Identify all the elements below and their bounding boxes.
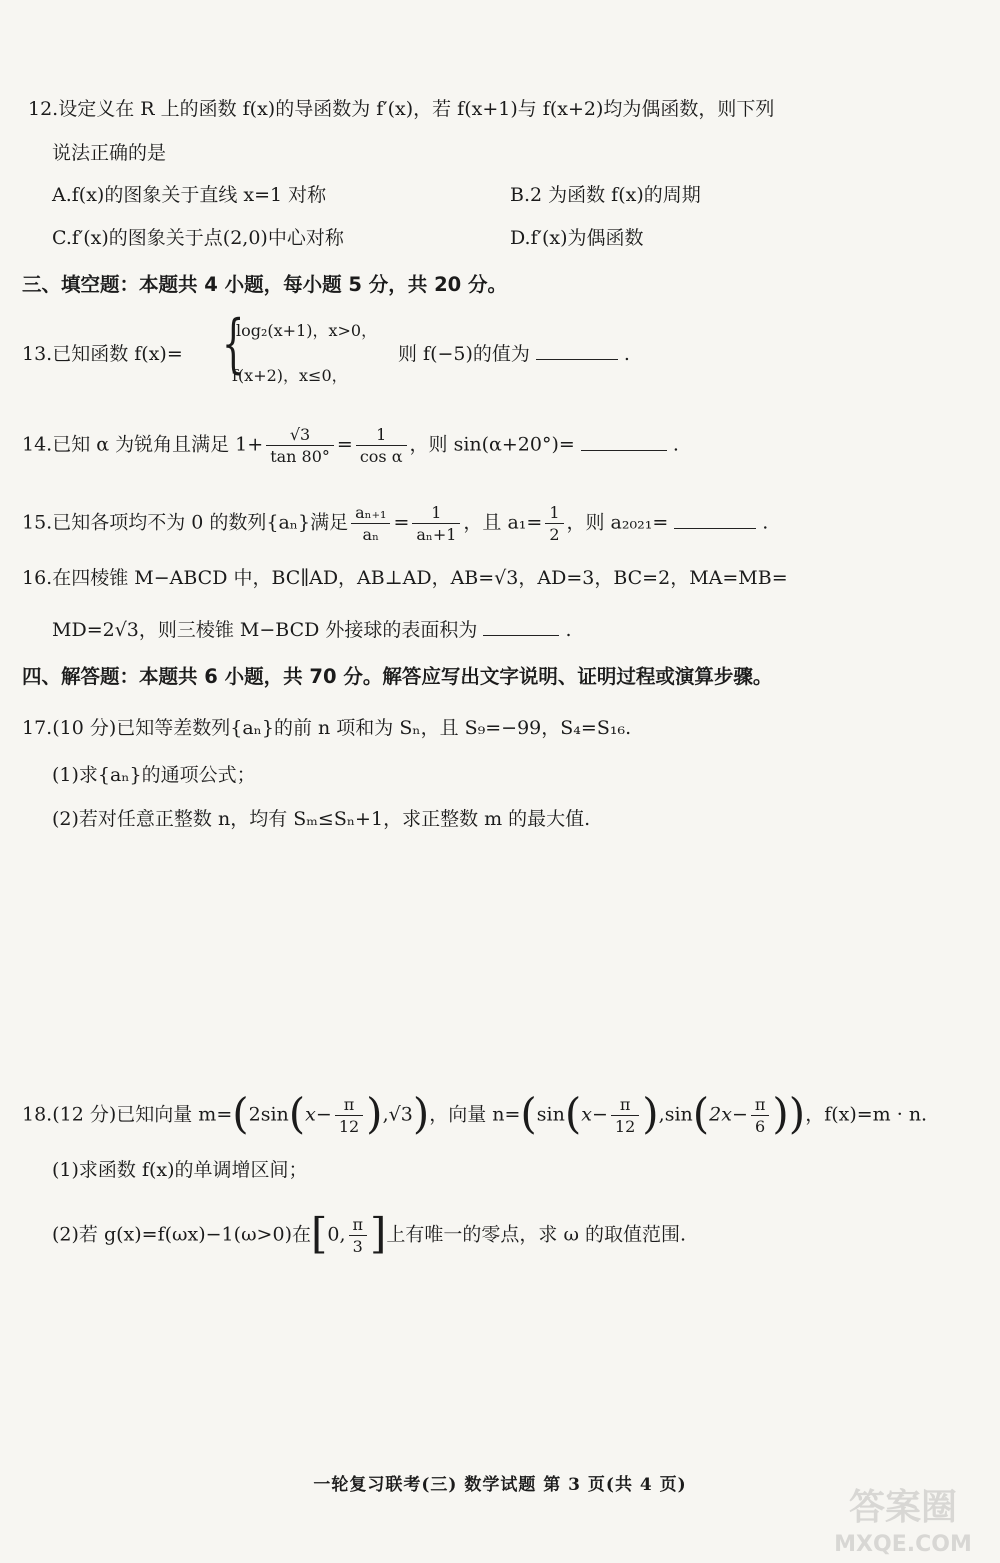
q18-paren-close: ) (642, 1088, 659, 1138)
q14-fraction-2 (356, 425, 407, 466)
q13-case1: log₂(x+1)，x>0， (236, 321, 378, 340)
q18-m-part-c: ,√3 (382, 1103, 413, 1126)
q15-mid: ，且 a₁= (463, 511, 543, 534)
q18-interval-left: 0, (327, 1223, 346, 1246)
q18-paren-close: ) (366, 1088, 383, 1138)
q14-end: . (672, 433, 679, 456)
q12-option-d: D.f′(x)为偶函数 (510, 227, 644, 249)
q18-pi-over-6 (751, 1095, 770, 1136)
q12-stem-line2: 说法正确的是 (52, 142, 167, 164)
q15-frac2-num: 1 (412, 503, 460, 524)
q13-prefix: 13.已知函数 f(x)= (22, 343, 183, 365)
q18-prefix: 18.(12 分)已知向量 m= (22, 1103, 233, 1126)
q12-option-a: A.f(x)的图象关于直线 x=1 对称 (52, 184, 327, 206)
q15-fraction-3 (545, 503, 563, 544)
q18-paren-open: ( (692, 1088, 710, 1138)
q18-n-part-b: x− (581, 1103, 608, 1126)
q12-option-c: C.f′(x)的图象关于点(2,0)中心对称 (52, 227, 344, 249)
q16-line2-text: MD=2√3，则三棱锥 M−BCD 外接球的表面积为 (52, 619, 478, 641)
q17-stem: 17.(10 分)已知等差数列{aₙ}的前 n 项和为 Sₙ，且 S₉=−99，S₄=S₁₆. (22, 717, 632, 739)
q18-part1: (1)求函数 f(x)的单调增区间； (52, 1159, 308, 1181)
watermark-graphic (818, 1477, 988, 1557)
q18-paren-close: ) (788, 1088, 806, 1138)
q18-paren-close: ) (412, 1088, 430, 1138)
q17-part1: (1)求{aₙ}的通项公式； (52, 764, 256, 786)
q18-pi: π (335, 1095, 363, 1116)
q15-frac3-num: 1 (545, 503, 563, 524)
q18-paren-open: ( (564, 1088, 582, 1138)
q18-denominator-6: 6 (755, 1117, 766, 1136)
q14-line (22, 425, 679, 466)
q16-answer-blank[interactable] (483, 634, 559, 636)
q13-brace: { (222, 307, 245, 381)
q17-part2: (2)若对任意正整数 n，均有 Sₘ≤Sₙ+1，求正整数 m 的最大值. (52, 808, 591, 830)
q18-paren-open: ( (232, 1088, 249, 1138)
q18-bracket-open: [ (310, 1208, 328, 1258)
q18-n-part-d: 2x− (709, 1103, 748, 1126)
q14-suffix: ，则 sin(α+20°)= (409, 433, 575, 456)
q13-suffix-line (398, 341, 630, 367)
q18-paren-close: ) (772, 1088, 789, 1138)
q16-line2 (52, 617, 571, 643)
q18-pi: π (751, 1095, 770, 1116)
q18-suffix: ，f(x)=m · n. (805, 1103, 928, 1126)
q15-frac2-den: aₙ+1 (416, 525, 457, 544)
q18-pi-over-3 (349, 1215, 368, 1256)
q18-paren-open: ( (520, 1088, 537, 1138)
q15-frac1-num: aₙ₊₁ (351, 503, 390, 524)
q18-denominator-3: 3 (352, 1237, 363, 1256)
q18-denominator-12: 12 (614, 1117, 636, 1136)
q15-answer-blank[interactable] (674, 527, 756, 529)
q18-part2-prefix: (2)若 g(x)=f(ωx)−1(ω>0)在 (52, 1223, 311, 1246)
q13-end: . (623, 343, 630, 365)
q15-fraction-1 (351, 503, 390, 544)
watermark-text-cn: 答案圈 (848, 1487, 958, 1528)
q12-option-b: B.2 为函数 f(x)的周期 (510, 184, 701, 206)
q18-m-part-b: x− (305, 1103, 332, 1126)
q14-frac2-num: 1 (356, 425, 407, 446)
page-footer: 一轮复习联考(三) 数学试题 第 3 页(共 4 页) (313, 1475, 687, 1495)
q18-pi: π (611, 1095, 639, 1116)
q14-answer-blank[interactable] (581, 449, 667, 451)
q14-frac1-num: √3 (266, 425, 334, 446)
q18-paren-open: ( (288, 1088, 306, 1138)
q15-prefix: 15.已知各项均不为 0 的数列{aₙ}满足 (22, 511, 349, 534)
q18-pi-over-12-a (335, 1095, 363, 1136)
q15-frac1-den: aₙ (362, 525, 379, 544)
q18-part2 (52, 1208, 687, 1258)
watermark (818, 1477, 988, 1557)
q13-suffix: 则 f(−5)的值为 (398, 343, 530, 365)
q18-bracket-close: ] (370, 1208, 387, 1258)
q18-denominator-12: 12 (338, 1117, 360, 1136)
q16-line1: 16.在四棱锥 M−ABCD 中，BC∥AD，AB⊥AD，AB=√3，AD=3，BC=2，MA=MB= (22, 567, 788, 589)
q18-n-part-c: ,sin (658, 1103, 693, 1126)
q18-mid: ，向量 n= (429, 1103, 521, 1126)
q15-equals: = (393, 511, 410, 534)
q18-pi: π (349, 1215, 368, 1236)
q15-suffix: ，则 a₂₀₂₁= (566, 511, 669, 534)
q18-m-part-a: 2sin (248, 1103, 289, 1126)
q14-equals: = (336, 433, 353, 456)
q15-fraction-2 (412, 503, 460, 544)
q18-n-part-a: sin (536, 1103, 565, 1126)
q18-part2-suffix: 上有唯一的零点，求 ω 的取值范围. (386, 1223, 687, 1246)
q13-answer-blank[interactable] (536, 358, 618, 360)
q14-frac1-den: tan 80° (270, 447, 330, 466)
q14-frac2-den: cos α (359, 447, 403, 466)
q15-frac3-den: 2 (549, 525, 560, 544)
q15-end: . (762, 511, 769, 534)
section4-heading: 四、解答题：本题共 6 小题，共 70 分。解答应写出文字说明、证明过程或演算步骤。 (22, 665, 773, 688)
q18-stem (22, 1088, 928, 1138)
q13-case2: f(x+2)，x≤0， (232, 366, 348, 385)
q12-stem-line1: 12.设定义在 R 上的函数 f(x)的导函数为 f′(x)，若 f(x+1)与 f(x+2)均为偶函数，则下列 (28, 98, 775, 120)
q14-fraction-1 (266, 425, 334, 466)
q15-line (22, 503, 768, 544)
section3-heading: 三、填空题：本题共 4 小题，每小题 5 分，共 20 分。 (22, 273, 508, 296)
watermark-text-url: MXQE.COM (834, 1532, 972, 1557)
q16-end: . (565, 619, 572, 641)
q14-prefix: 14.已知 α 为锐角且满足 1+ (22, 433, 264, 456)
q18-pi-over-12-b (611, 1095, 639, 1136)
